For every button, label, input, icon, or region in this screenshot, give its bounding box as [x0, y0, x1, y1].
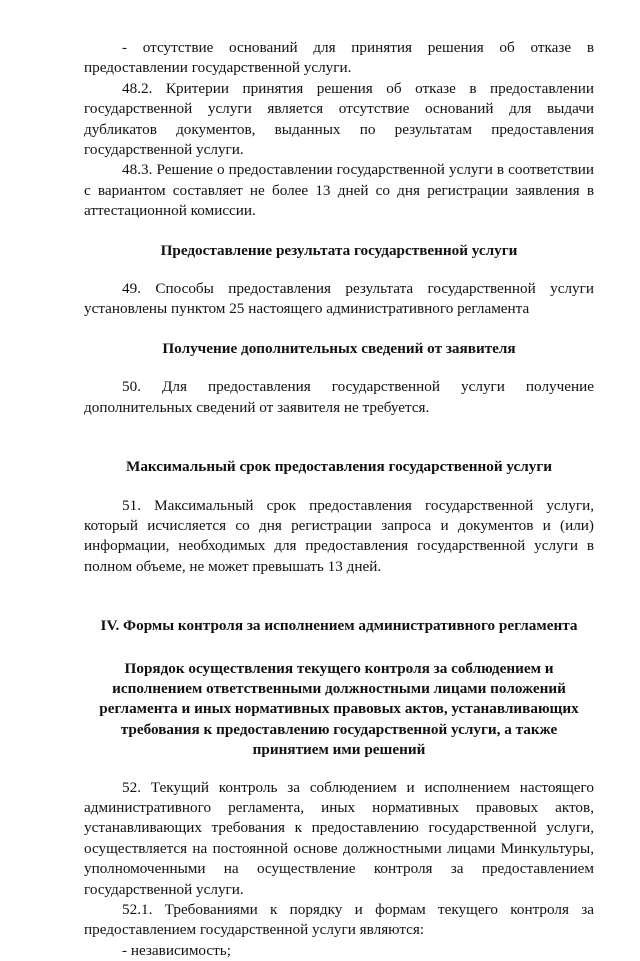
- paragraph-52: 52. Текущий контроль за соблюдением и исполнением настоящего административного регламента, иных нормативных правовых актов, устанавливающих требования к предоставлению государственной услуги, осуществляется на постоянной основе должностными лицами Минкультуры, уполномоченными на осуществление контроля за предоставлением государственной услуги.: [84, 778, 594, 898]
- section-title-iv: IV. Формы контроля за исполнением административного регламента: [100, 617, 578, 635]
- heading-result-provision: Предоставление результата государственной услуги: [160, 241, 518, 259]
- paragraph-49: 49. Способы предоставления результата государственной услуги установлены пунктом 25 настоящего административного регламента: [84, 280, 594, 318]
- paragraph-48-2: 48.2. Критерии принятия решения об отказе в предоставлении государственной услуги является отсутствие оснований для выдачи дубликатов документов, выданных по результатам предоставления государственной услуги.: [84, 79, 594, 159]
- heading-current-control: Порядок осуществления текущего контроля за соблюдением и исполнением ответственными должностными лицами положений регламента и иных нормативных правовых актов, устанавливающих требования к предоставлению государственной услуги, а также принятием ими решений: [99, 659, 579, 759]
- paragraph-51: 51. Максимальный срок предоставления государственной услуги, который исчисляется со дня регистрации запроса и документов и (или) информации, необходимых для предоставления государственной услуги в полном объеме, не может превышать 13 дней.: [84, 496, 594, 575]
- paragraph-no-grounds-refusal: - отсутствие оснований для принятия решения об отказе в предоставлении государственной услуги.: [84, 39, 594, 77]
- paragraph-52-1: 52.1. Требованиями к порядку и формам текущего контроля за предоставлением государственной услуги являются:: [84, 901, 594, 939]
- heading-max-term: Максимальный срок предоставления государственной услуги: [126, 458, 552, 476]
- paragraph-48-3: 48.3. Решение о предоставлении государственной услуги в соответствии с вариантом составляет не более 13 дней со дня регистрации заявления в аттестационной комиссии.: [84, 161, 594, 220]
- list-item-independence: - независимость;: [122, 941, 231, 959]
- heading-additional-info: Получение дополнительных сведений от заявителя: [162, 339, 516, 357]
- paragraph-50: 50. Для предоставления государственной услуги получение дополнительных сведений от заявителя не требуется.: [84, 378, 594, 416]
